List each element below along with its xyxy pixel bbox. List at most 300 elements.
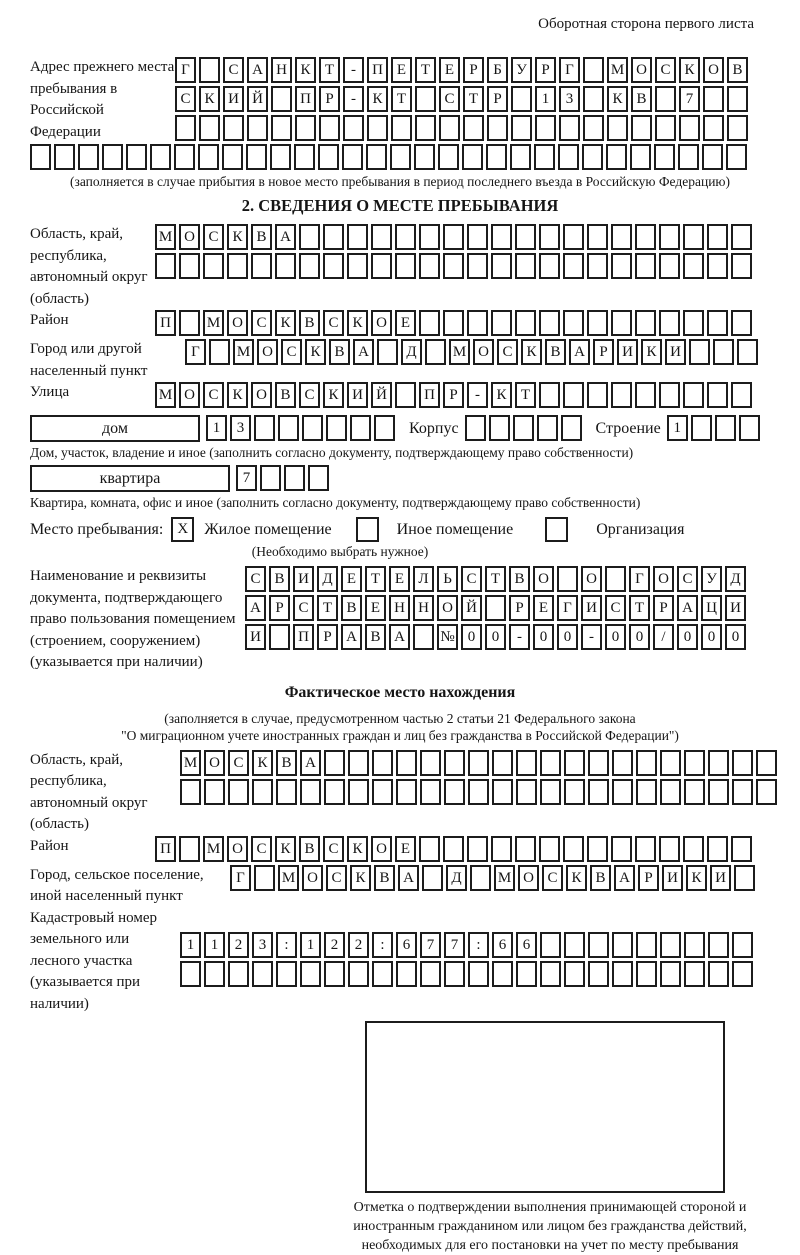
- form-cell[interactable]: Н: [271, 57, 292, 83]
- form-cell[interactable]: К: [227, 382, 248, 408]
- form-cell[interactable]: [342, 144, 363, 170]
- form-cell[interactable]: [708, 932, 729, 958]
- form-cell[interactable]: Р: [593, 339, 614, 365]
- form-cell[interactable]: [683, 836, 704, 862]
- form-cell[interactable]: [254, 415, 275, 441]
- form-cell[interactable]: [563, 382, 584, 408]
- form-cell[interactable]: [588, 932, 609, 958]
- form-cell[interactable]: [271, 86, 292, 112]
- form-cell[interactable]: К: [350, 865, 371, 891]
- form-cell[interactable]: К: [491, 382, 512, 408]
- form-cell[interactable]: О: [533, 566, 554, 592]
- form-cell[interactable]: [557, 566, 578, 592]
- form-cell[interactable]: М: [607, 57, 628, 83]
- form-cell[interactable]: [539, 310, 560, 336]
- form-cell[interactable]: [516, 750, 537, 776]
- form-cell[interactable]: 7: [444, 932, 465, 958]
- form-cell[interactable]: [713, 339, 734, 365]
- form-cell[interactable]: [511, 115, 532, 141]
- form-cell[interactable]: О: [581, 566, 602, 592]
- form-cell[interactable]: [468, 961, 489, 987]
- form-cell[interactable]: [174, 144, 195, 170]
- form-cell[interactable]: [271, 115, 292, 141]
- form-cell[interactable]: 1: [180, 932, 201, 958]
- form-cell[interactable]: [559, 115, 580, 141]
- form-cell[interactable]: Л: [413, 566, 434, 592]
- form-cell[interactable]: [467, 224, 488, 250]
- form-cell[interactable]: [420, 750, 441, 776]
- form-cell[interactable]: К: [686, 865, 707, 891]
- form-cell[interactable]: [247, 115, 268, 141]
- form-cell[interactable]: 2: [228, 932, 249, 958]
- form-cell[interactable]: [707, 836, 728, 862]
- form-cell[interactable]: 2: [348, 932, 369, 958]
- form-cell[interactable]: [611, 836, 632, 862]
- form-cell[interactable]: П: [295, 86, 316, 112]
- form-cell[interactable]: [275, 253, 296, 279]
- form-cell[interactable]: О: [518, 865, 539, 891]
- form-cell[interactable]: [605, 566, 626, 592]
- form-cell[interactable]: [391, 115, 412, 141]
- form-cell[interactable]: П: [367, 57, 388, 83]
- form-cell[interactable]: -: [343, 57, 364, 83]
- form-cell[interactable]: [607, 115, 628, 141]
- form-cell[interactable]: [299, 253, 320, 279]
- form-cell[interactable]: [734, 865, 755, 891]
- form-cell[interactable]: [563, 310, 584, 336]
- form-cell[interactable]: В: [329, 339, 350, 365]
- form-cell[interactable]: [443, 224, 464, 250]
- form-cell[interactable]: [78, 144, 99, 170]
- form-cell[interactable]: В: [727, 57, 748, 83]
- form-cell[interactable]: 7: [420, 932, 441, 958]
- form-cell[interactable]: [126, 144, 147, 170]
- form-cell[interactable]: [254, 865, 275, 891]
- form-cell[interactable]: М: [155, 382, 176, 408]
- form-cell[interactable]: [420, 779, 441, 805]
- form-cell[interactable]: Г: [557, 595, 578, 621]
- form-cell[interactable]: [390, 144, 411, 170]
- form-cell[interactable]: [684, 779, 705, 805]
- form-cell[interactable]: [684, 750, 705, 776]
- form-cell[interactable]: [463, 115, 484, 141]
- form-cell[interactable]: М: [155, 224, 176, 250]
- apartment-type-box[interactable]: квартира: [30, 465, 230, 492]
- form-cell[interactable]: 0: [533, 624, 554, 650]
- form-cell[interactable]: И: [725, 595, 746, 621]
- form-cell[interactable]: В: [590, 865, 611, 891]
- form-cell[interactable]: 2: [324, 932, 345, 958]
- form-cell[interactable]: [443, 836, 464, 862]
- form-cell[interactable]: [689, 339, 710, 365]
- form-cell[interactable]: [516, 961, 537, 987]
- form-cell[interactable]: [659, 253, 680, 279]
- form-cell[interactable]: [708, 961, 729, 987]
- form-cell[interactable]: [462, 144, 483, 170]
- form-cell[interactable]: [199, 115, 220, 141]
- form-cell[interactable]: [204, 961, 225, 987]
- form-cell[interactable]: И: [581, 595, 602, 621]
- form-cell[interactable]: [294, 144, 315, 170]
- form-cell[interactable]: [487, 115, 508, 141]
- form-cell[interactable]: [444, 779, 465, 805]
- form-cell[interactable]: Г: [230, 865, 251, 891]
- form-cell[interactable]: [425, 339, 446, 365]
- form-cell[interactable]: [612, 779, 633, 805]
- form-cell[interactable]: С: [461, 566, 482, 592]
- form-cell[interactable]: :: [468, 932, 489, 958]
- checkbox-other-premises[interactable]: [356, 517, 379, 542]
- form-cell[interactable]: [540, 779, 561, 805]
- form-cell[interactable]: [443, 310, 464, 336]
- form-cell[interactable]: [155, 253, 176, 279]
- form-cell[interactable]: Е: [533, 595, 554, 621]
- form-cell[interactable]: [558, 144, 579, 170]
- form-cell[interactable]: Р: [443, 382, 464, 408]
- form-cell[interactable]: Т: [629, 595, 650, 621]
- form-cell[interactable]: Й: [371, 382, 392, 408]
- form-cell[interactable]: О: [473, 339, 494, 365]
- form-cell[interactable]: [419, 224, 440, 250]
- form-cell[interactable]: С: [326, 865, 347, 891]
- form-cell[interactable]: [535, 115, 556, 141]
- form-cell[interactable]: [659, 836, 680, 862]
- form-cell[interactable]: М: [278, 865, 299, 891]
- form-cell[interactable]: С: [323, 836, 344, 862]
- form-cell[interactable]: В: [374, 865, 395, 891]
- form-cell[interactable]: [308, 465, 329, 491]
- form-cell[interactable]: Р: [319, 86, 340, 112]
- form-cell[interactable]: 7: [236, 465, 257, 491]
- form-cell[interactable]: [655, 115, 676, 141]
- form-cell[interactable]: [731, 253, 752, 279]
- form-cell[interactable]: 6: [396, 932, 417, 958]
- form-cell[interactable]: [300, 961, 321, 987]
- form-cell[interactable]: [612, 932, 633, 958]
- form-cell[interactable]: [395, 253, 416, 279]
- form-cell[interactable]: [228, 961, 249, 987]
- form-cell[interactable]: В: [275, 382, 296, 408]
- form-cell[interactable]: [276, 779, 297, 805]
- form-cell[interactable]: [611, 310, 632, 336]
- form-cell[interactable]: [539, 253, 560, 279]
- form-cell[interactable]: О: [257, 339, 278, 365]
- form-cell[interactable]: [302, 415, 323, 441]
- form-cell[interactable]: [324, 961, 345, 987]
- form-cell[interactable]: К: [566, 865, 587, 891]
- form-cell[interactable]: А: [389, 624, 410, 650]
- form-cell[interactable]: [731, 836, 752, 862]
- form-cell[interactable]: [683, 382, 704, 408]
- form-cell[interactable]: 0: [629, 624, 650, 650]
- form-cell[interactable]: [635, 253, 656, 279]
- form-cell[interactable]: Р: [653, 595, 674, 621]
- form-cell[interactable]: [419, 836, 440, 862]
- form-cell[interactable]: А: [247, 57, 268, 83]
- form-cell[interactable]: И: [665, 339, 686, 365]
- form-cell[interactable]: [444, 750, 465, 776]
- form-cell[interactable]: О: [204, 750, 225, 776]
- form-cell[interactable]: [414, 144, 435, 170]
- form-cell[interactable]: [587, 224, 608, 250]
- form-cell[interactable]: [583, 115, 604, 141]
- form-cell[interactable]: 0: [461, 624, 482, 650]
- form-cell[interactable]: К: [227, 224, 248, 250]
- form-cell[interactable]: [727, 115, 748, 141]
- form-cell[interactable]: [511, 86, 532, 112]
- form-cell[interactable]: [678, 144, 699, 170]
- form-cell[interactable]: [587, 836, 608, 862]
- form-cell[interactable]: [702, 144, 723, 170]
- form-cell[interactable]: [468, 779, 489, 805]
- form-cell[interactable]: [731, 310, 752, 336]
- form-cell[interactable]: [515, 253, 536, 279]
- form-cell[interactable]: [223, 115, 244, 141]
- form-cell[interactable]: Т: [317, 595, 338, 621]
- form-cell[interactable]: [374, 415, 395, 441]
- form-cell[interactable]: А: [569, 339, 590, 365]
- form-cell[interactable]: [319, 115, 340, 141]
- form-cell[interactable]: [739, 415, 760, 441]
- form-cell[interactable]: [660, 779, 681, 805]
- form-cell[interactable]: 1: [667, 415, 688, 441]
- form-cell[interactable]: [540, 932, 561, 958]
- form-cell[interactable]: [396, 961, 417, 987]
- form-cell[interactable]: С: [223, 57, 244, 83]
- form-cell[interactable]: Е: [439, 57, 460, 83]
- form-cell[interactable]: И: [617, 339, 638, 365]
- form-cell[interactable]: [510, 144, 531, 170]
- form-cell[interactable]: [420, 961, 441, 987]
- form-cell[interactable]: [660, 750, 681, 776]
- form-cell[interactable]: О: [437, 595, 458, 621]
- form-cell[interactable]: [660, 961, 681, 987]
- form-cell[interactable]: [636, 961, 657, 987]
- form-cell[interactable]: А: [353, 339, 374, 365]
- form-cell[interactable]: -: [467, 382, 488, 408]
- form-cell[interactable]: В: [365, 624, 386, 650]
- form-cell[interactable]: [539, 224, 560, 250]
- form-cell[interactable]: Р: [638, 865, 659, 891]
- form-cell[interactable]: Г: [559, 57, 580, 83]
- form-cell[interactable]: [350, 415, 371, 441]
- form-cell[interactable]: [323, 224, 344, 250]
- form-cell[interactable]: 1: [535, 86, 556, 112]
- form-cell[interactable]: [564, 779, 585, 805]
- form-cell[interactable]: 3: [559, 86, 580, 112]
- form-cell[interactable]: Е: [341, 566, 362, 592]
- form-cell[interactable]: [707, 253, 728, 279]
- form-cell[interactable]: [684, 932, 705, 958]
- form-cell[interactable]: [276, 961, 297, 987]
- form-cell[interactable]: [537, 415, 558, 441]
- form-cell[interactable]: [371, 253, 392, 279]
- form-cell[interactable]: [737, 339, 758, 365]
- form-cell[interactable]: Е: [395, 310, 416, 336]
- form-cell[interactable]: К: [679, 57, 700, 83]
- form-cell[interactable]: Р: [317, 624, 338, 650]
- form-cell[interactable]: [179, 310, 200, 336]
- form-cell[interactable]: О: [631, 57, 652, 83]
- form-cell[interactable]: 6: [516, 932, 537, 958]
- form-cell[interactable]: [269, 624, 290, 650]
- form-cell[interactable]: К: [199, 86, 220, 112]
- form-cell[interactable]: С: [299, 382, 320, 408]
- form-cell[interactable]: [631, 115, 652, 141]
- form-cell[interactable]: В: [299, 310, 320, 336]
- form-cell[interactable]: А: [398, 865, 419, 891]
- form-cell[interactable]: [252, 961, 273, 987]
- form-cell[interactable]: [371, 224, 392, 250]
- form-cell[interactable]: [707, 310, 728, 336]
- form-cell[interactable]: [491, 253, 512, 279]
- form-cell[interactable]: [491, 224, 512, 250]
- form-cell[interactable]: 3: [252, 932, 273, 958]
- form-cell[interactable]: [635, 836, 656, 862]
- form-cell[interactable]: [413, 624, 434, 650]
- form-cell[interactable]: В: [509, 566, 530, 592]
- form-cell[interactable]: [583, 57, 604, 83]
- form-cell[interactable]: [564, 961, 585, 987]
- form-cell[interactable]: К: [607, 86, 628, 112]
- form-cell[interactable]: С: [228, 750, 249, 776]
- form-cell[interactable]: :: [372, 932, 393, 958]
- form-cell[interactable]: П: [293, 624, 314, 650]
- form-cell[interactable]: О: [179, 224, 200, 250]
- form-cell[interactable]: [659, 310, 680, 336]
- form-cell[interactable]: [515, 310, 536, 336]
- form-cell[interactable]: И: [223, 86, 244, 112]
- form-cell[interactable]: Г: [175, 57, 196, 83]
- form-cell[interactable]: [660, 932, 681, 958]
- form-cell[interactable]: [564, 932, 585, 958]
- form-cell[interactable]: [588, 779, 609, 805]
- form-cell[interactable]: Т: [319, 57, 340, 83]
- form-cell[interactable]: 0: [605, 624, 626, 650]
- form-cell[interactable]: [299, 224, 320, 250]
- form-cell[interactable]: 3: [230, 415, 251, 441]
- form-cell[interactable]: К: [305, 339, 326, 365]
- form-cell[interactable]: [691, 415, 712, 441]
- form-cell[interactable]: [415, 115, 436, 141]
- form-cell[interactable]: О: [179, 382, 200, 408]
- form-cell[interactable]: А: [341, 624, 362, 650]
- form-cell[interactable]: [636, 932, 657, 958]
- form-cell[interactable]: [348, 779, 369, 805]
- form-cell[interactable]: -: [343, 86, 364, 112]
- form-cell[interactable]: В: [631, 86, 652, 112]
- form-cell[interactable]: С: [281, 339, 302, 365]
- form-cell[interactable]: [756, 750, 777, 776]
- form-cell[interactable]: [732, 961, 753, 987]
- form-cell[interactable]: [513, 415, 534, 441]
- form-cell[interactable]: [467, 253, 488, 279]
- form-cell[interactable]: [465, 415, 486, 441]
- form-cell[interactable]: [727, 86, 748, 112]
- form-cell[interactable]: [731, 382, 752, 408]
- form-cell[interactable]: 0: [701, 624, 722, 650]
- form-cell[interactable]: У: [511, 57, 532, 83]
- form-cell[interactable]: С: [439, 86, 460, 112]
- form-cell[interactable]: [707, 224, 728, 250]
- form-cell[interactable]: [703, 86, 724, 112]
- form-cell[interactable]: С: [203, 224, 224, 250]
- form-cell[interactable]: С: [203, 382, 224, 408]
- form-cell[interactable]: [561, 415, 582, 441]
- form-cell[interactable]: Р: [535, 57, 556, 83]
- form-cell[interactable]: [486, 144, 507, 170]
- form-cell[interactable]: А: [275, 224, 296, 250]
- form-cell[interactable]: [396, 750, 417, 776]
- form-cell[interactable]: С: [245, 566, 266, 592]
- form-cell[interactable]: Е: [389, 566, 410, 592]
- form-cell[interactable]: [679, 115, 700, 141]
- form-cell[interactable]: [180, 961, 201, 987]
- form-cell[interactable]: Т: [391, 86, 412, 112]
- form-cell[interactable]: С: [542, 865, 563, 891]
- form-cell[interactable]: [30, 144, 51, 170]
- form-cell[interactable]: [587, 253, 608, 279]
- form-cell[interactable]: [347, 253, 368, 279]
- form-cell[interactable]: К: [275, 310, 296, 336]
- form-cell[interactable]: [372, 961, 393, 987]
- form-cell[interactable]: А: [677, 595, 698, 621]
- house-type-box[interactable]: дом: [30, 415, 200, 442]
- form-cell[interactable]: М: [233, 339, 254, 365]
- form-cell[interactable]: [492, 779, 513, 805]
- form-cell[interactable]: [612, 750, 633, 776]
- form-cell[interactable]: [324, 750, 345, 776]
- form-cell[interactable]: [485, 595, 506, 621]
- form-cell[interactable]: К: [252, 750, 273, 776]
- form-cell[interactable]: В: [545, 339, 566, 365]
- form-cell[interactable]: [540, 750, 561, 776]
- form-cell[interactable]: Р: [269, 595, 290, 621]
- form-cell[interactable]: [395, 224, 416, 250]
- form-cell[interactable]: [102, 144, 123, 170]
- form-cell[interactable]: Н: [389, 595, 410, 621]
- form-cell[interactable]: В: [269, 566, 290, 592]
- form-cell[interactable]: [470, 865, 491, 891]
- form-cell[interactable]: [606, 144, 627, 170]
- form-cell[interactable]: Г: [185, 339, 206, 365]
- form-cell[interactable]: [367, 115, 388, 141]
- form-cell[interactable]: С: [251, 310, 272, 336]
- form-cell[interactable]: Т: [515, 382, 536, 408]
- form-cell[interactable]: К: [323, 382, 344, 408]
- form-cell[interactable]: [444, 961, 465, 987]
- form-cell[interactable]: [654, 144, 675, 170]
- form-cell[interactable]: [612, 961, 633, 987]
- form-cell[interactable]: П: [155, 836, 176, 862]
- form-cell[interactable]: Е: [365, 595, 386, 621]
- form-cell[interactable]: В: [299, 836, 320, 862]
- form-cell[interactable]: В: [341, 595, 362, 621]
- form-cell[interactable]: [731, 224, 752, 250]
- form-cell[interactable]: [377, 339, 398, 365]
- form-cell[interactable]: К: [275, 836, 296, 862]
- form-cell[interactable]: [588, 750, 609, 776]
- form-cell[interactable]: [587, 310, 608, 336]
- form-cell[interactable]: /: [653, 624, 674, 650]
- form-cell[interactable]: М: [203, 310, 224, 336]
- form-cell[interactable]: Е: [395, 836, 416, 862]
- form-cell[interactable]: [588, 961, 609, 987]
- form-cell[interactable]: Е: [391, 57, 412, 83]
- form-cell[interactable]: [278, 415, 299, 441]
- form-cell[interactable]: И: [347, 382, 368, 408]
- form-cell[interactable]: [246, 144, 267, 170]
